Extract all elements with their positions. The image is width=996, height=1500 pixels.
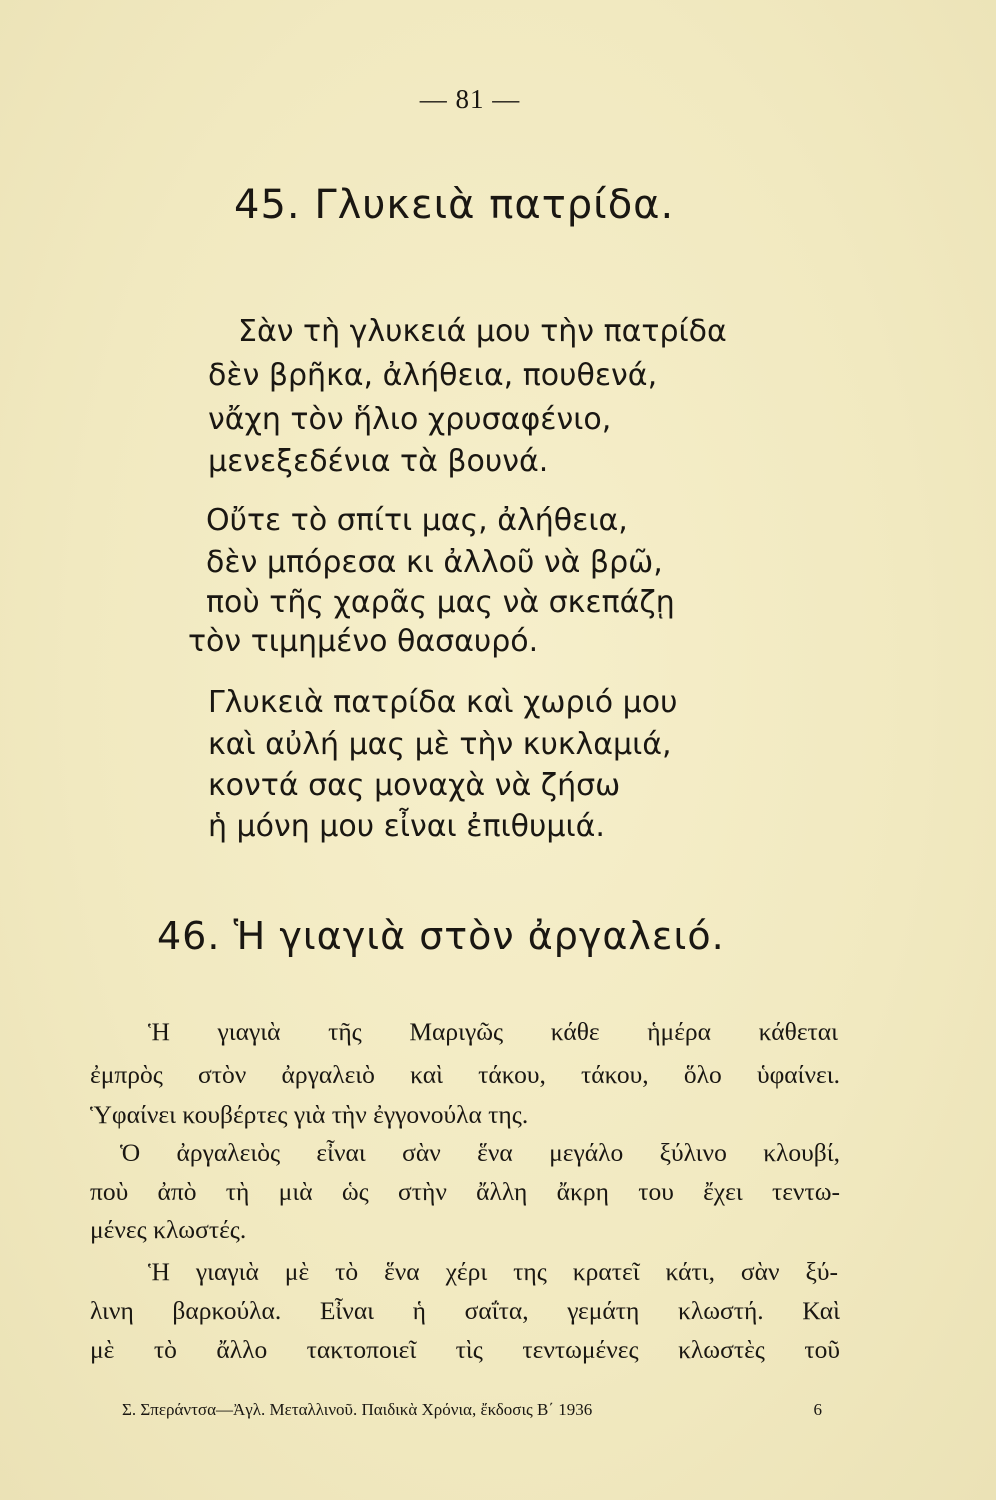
poem-line: δὲν βρῆκα, ἀλήθεια, πουθενά, [208, 358, 658, 393]
prose-title: 46. Ἡ γιαγιὰ στὸν ἀργαλειό. [157, 914, 725, 958]
poem-line: Γλυκειὰ πατρίδα καὶ χωριό μου [208, 685, 678, 720]
poem-line: ἡ μόνη μου εἶναι ἐπιθυμιά. [208, 809, 605, 844]
poem-line: Σὰν τὴ γλυκειά μου τὴν πατρίδα [238, 314, 727, 349]
footer [122, 1400, 822, 1420]
footer-citation: Σ. Σπεράντσα—Ἀγλ. Μεταλλινοῦ. Παιδικὰ Χρόνια, ἔκδοσις Β΄ 1936 [122, 1400, 593, 1419]
prose-line: λινη βαρκούλα. Εἶναι ἡ σαΐτα, γεμάτη κλωστή. Καὶ [90, 1296, 840, 1325]
poem-line: μενεξεδένια τὰ βουνά. [208, 444, 549, 479]
prose-line: Ὑφαίνει κουβέρτες γιὰ τὴν ἐγγονούλα της. [90, 1100, 529, 1129]
prose-line: Ἡ γιαγιὰ τῆς Μαριγῶς κάθε ἡμέρα κάθεται [148, 1017, 838, 1046]
poem-line: καὶ αὐλή μας μὲ τὴν κυκλαμιά, [208, 727, 672, 762]
poem-line: Οὔτε τὸ σπίτι μας, ἀλήθεια, [206, 503, 628, 538]
poem-line: δὲν μπόρεσα κι ἀλλοῦ νὰ βρῶ, [206, 545, 663, 580]
prose-line: Ἡ γιαγιὰ μὲ τὸ ἕνα χέρι της κρατεῖ κάτι, σὰν ξύ- [148, 1257, 838, 1286]
prose-line: Ὁ ἀργαλειὸς εἶναι σὰν ἕνα μεγάλο ξύλινο κλουβί, [120, 1138, 840, 1167]
prose-line: ἐμπρὸς στὸν ἀργαλειὸ καὶ τάκου, τάκου, ὅλο ὑφαίνει. [90, 1060, 840, 1089]
page-number: — 81 — [419, 84, 521, 114]
poem-title: 45. Γλυκειὰ πατρίδα. [234, 182, 675, 228]
poem-line: νἄχη τὸν ἥλιο χρυσαφένιο, [208, 402, 612, 437]
poem-line: τὸν τιμημένο θασαυρό. [188, 624, 539, 659]
poem-line: ποὺ τῆς χαρᾶς μας νὰ σκεπάζῃ [206, 585, 675, 620]
prose-line: ποὺ ἀπὸ τὴ μιὰ ὡς στὴν ἄλλη ἄκρη του ἔχει τεντω- [90, 1177, 840, 1206]
printer-signature: 6 [813, 1400, 822, 1419]
prose-line: μένες κλωστές. [90, 1215, 247, 1244]
poem-line: κοντά σας μοναχὰ νὰ ζήσω [208, 768, 621, 803]
prose-line: μὲ τὸ ἄλλο τακτοποιεῖ τὶς τεντωμένες κλωστὲς τοῦ [90, 1335, 840, 1364]
